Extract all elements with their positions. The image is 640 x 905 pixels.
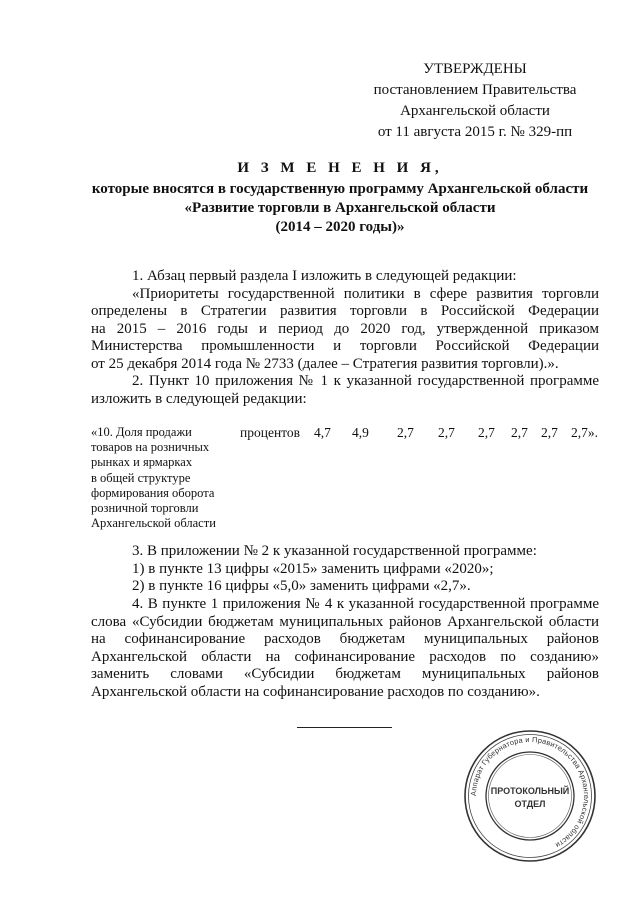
indicator-value: 2,7 [397, 425, 414, 440]
indicator-value: 2,7». [571, 425, 598, 440]
item-4-line: заменить словами «Субсидии бюджетам муниципальных районов [91, 666, 599, 682]
indicator-name [91, 425, 241, 531]
item-4-line: слова «Субсидии бюджетам муниципальных районов Архангельской области [91, 613, 599, 630]
approval-date: от 11 августа 2015 г. № 329-пп [377, 124, 573, 140]
item-4-line: 4. В пункте 1 приложения № 4 к указанной государственной программе [132, 596, 599, 612]
indicator-table-row [0, 425, 640, 531]
item-1-intro: 1. Абзац первый раздела I изложить в следующей редакции: [132, 268, 517, 284]
approval-block [365, 59, 585, 143]
document-heading: И З М Е Н Е Н И Я, [237, 160, 443, 176]
item-2-line: 2. Пункт 10 приложения № 1 к указанной государственной программе [132, 373, 599, 389]
document-subtitle [85, 180, 595, 237]
item-1 [91, 268, 599, 408]
indicator-value: 2,7 [438, 425, 455, 440]
quote-line: от 25 декабря 2014 года № 2733 (далее – Стратегия развития торговли).». [91, 355, 559, 372]
item-4 [91, 596, 599, 701]
subtitle-line: (2014 – 2020 годы)» [275, 219, 405, 235]
end-divider [297, 727, 392, 728]
quote-line: «Приоритеты государственной политики в сфере развития торговли [132, 285, 599, 302]
approval-title: УТВЕРЖДЕНЫ [423, 61, 527, 77]
quote-line: Министерства промышленности и торговли Российской Федерации [91, 338, 599, 354]
indicator-name-line: в общей структуре [91, 470, 191, 485]
indicator-name-line: рынках и ярмарках [91, 455, 193, 470]
indicator-value: 2,7 [511, 425, 528, 440]
indicator-name-line: Архангельской области [91, 516, 216, 531]
approval-line: постановлением Правительства [373, 82, 577, 98]
stamp-ring-text: Аппарат Губернатора и Правительства Архангельской области [468, 734, 592, 851]
indicator-value: 2,7 [478, 425, 495, 440]
subtitle-line: которые вносятся в государственную программу Архангельской области [91, 181, 589, 197]
subtitle-line: «Развитие торговли в Архангельской области [184, 200, 496, 216]
indicator-unit: процентов [240, 425, 301, 440]
indicator-name-line: розничной торговли [91, 501, 199, 516]
round-stamp [462, 728, 598, 864]
indicator-name-line: «10. Доля продажи [91, 425, 192, 439]
indicator-value: 2,7 [541, 425, 558, 440]
indicator-value: 4,9 [352, 425, 369, 440]
indicator-name-line: товаров на розничных [91, 440, 210, 455]
item-4-line: на софинансирование расходов бюджетам муниципальных районов [91, 631, 599, 647]
quote-line: определены в Стратегии развития торговли в Российской Федерации [91, 303, 599, 319]
item-4-line: Архангельской области на софинансирование расходов по созданию». [91, 683, 540, 700]
stamp-center-line: ОТДЕЛ [514, 799, 546, 809]
indicator-name-line: формирования оборота [91, 485, 215, 500]
item-3-line: 1) в пункте 13 цифры «2015» заменить цифрами «2020»; [132, 560, 494, 577]
item-4-line: Архангельской области на софинансирование расходов по созданию» [91, 648, 599, 665]
approval-line: Архангельской области [400, 103, 550, 119]
item-3-line: 2) в пункте 16 цифры «5,0» заменить цифрами «2,7». [132, 578, 471, 594]
item-3 [91, 543, 599, 596]
quote-line: на 2015 – 2016 годы и период до 2020 год, утвержденной приказом [91, 320, 599, 337]
indicator-value: 4,7 [314, 425, 331, 440]
stamp-center-line: ПРОТОКОЛЬНЫЙ [490, 786, 570, 796]
item-2-line: изложить в следующей редакции: [91, 390, 307, 407]
item-3-line: 3. В приложении № 2 к указанной государственной программе: [132, 543, 537, 559]
